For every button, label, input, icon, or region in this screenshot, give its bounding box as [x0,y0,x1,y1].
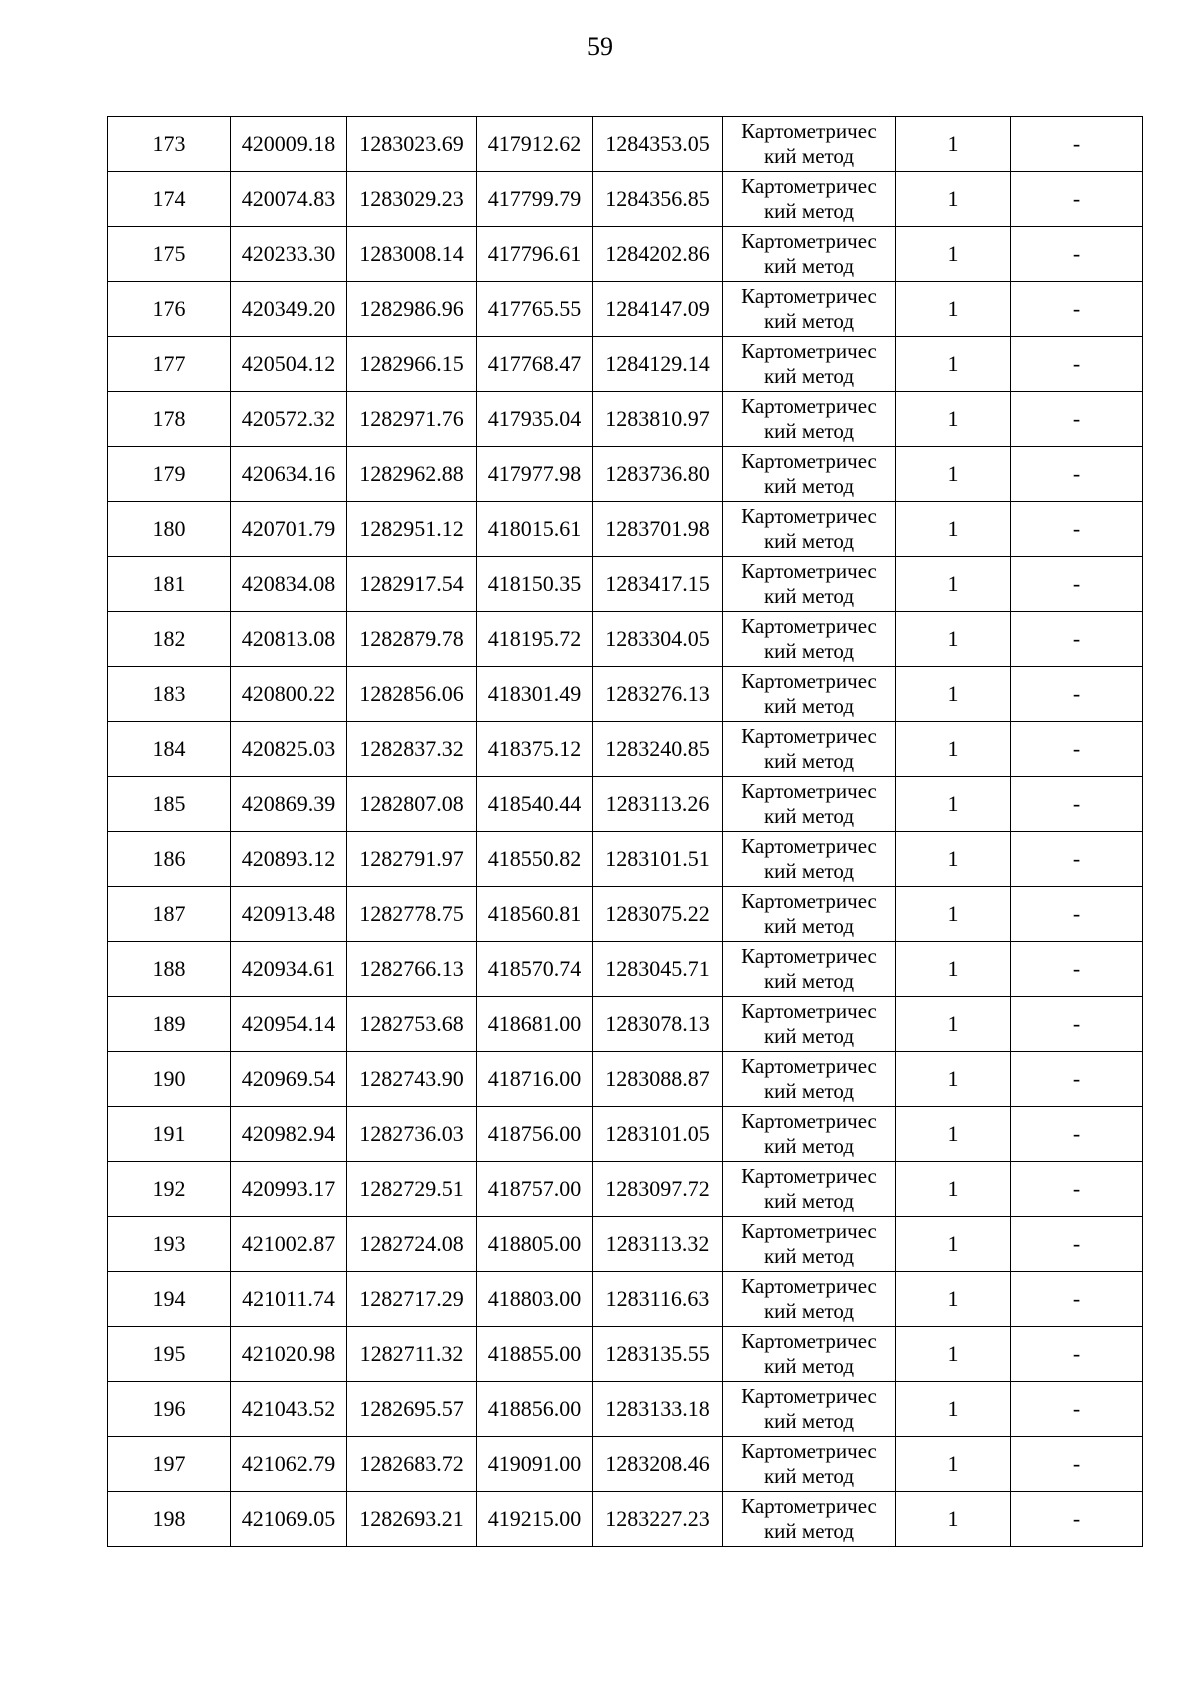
y-refined-cell: 1283736.80 [593,447,723,502]
method-line-2: кий метод [763,1354,855,1378]
table-row [108,942,1143,997]
point-number-cell: 185 [108,777,231,832]
y-refined-cell: 1284147.09 [593,282,723,337]
method-cell [723,722,896,777]
y-existing-cell: 1283029.23 [347,172,477,227]
note-cell: - [1011,392,1143,447]
x-refined-cell: 417768.47 [477,337,593,392]
accuracy-cell: 1 [896,832,1011,887]
method-cell [723,1052,896,1107]
method-line-1: Картометричес [741,999,877,1023]
method-line-1: Картометричес [741,834,877,858]
point-number-cell: 193 [108,1217,231,1272]
table-row [108,1382,1143,1437]
y-refined-cell: 1283097.72 [593,1162,723,1217]
method-line-1: Картометричес [741,449,877,473]
method-line-2: кий метод [763,584,855,608]
x-existing-cell: 420893.12 [231,832,347,887]
method-line-2: кий метод [763,1464,855,1488]
page-number: 59 [587,32,613,61]
x-existing-cell: 421043.52 [231,1382,347,1437]
point-number-cell: 194 [108,1272,231,1327]
note-cell: - [1011,447,1143,502]
y-refined-cell: 1284202.86 [593,227,723,282]
y-refined-cell: 1283075.22 [593,887,723,942]
table-row [108,1327,1143,1382]
y-existing-cell: 1282951.12 [347,502,477,557]
table-row [108,667,1143,722]
accuracy-cell: 1 [896,1272,1011,1327]
x-existing-cell: 420825.03 [231,722,347,777]
note-cell: - [1011,777,1143,832]
method-line-2: кий метод [763,914,855,938]
x-refined-cell: 417977.98 [477,447,593,502]
x-existing-cell: 420634.16 [231,447,347,502]
method-cell [723,172,896,227]
table-row [108,722,1143,777]
method-cell [723,282,896,337]
point-number-cell: 187 [108,887,231,942]
method-line-2: кий метод [763,1299,855,1323]
method-line-1: Картометричес [741,889,877,913]
method-line-2: кий метод [763,199,855,223]
y-existing-cell: 1282695.57 [347,1382,477,1437]
x-existing-cell: 420982.94 [231,1107,347,1162]
point-number-cell: 178 [108,392,231,447]
method-line-2: кий метод [763,364,855,388]
method-cell [723,887,896,942]
note-cell: - [1011,942,1143,997]
point-number-cell: 179 [108,447,231,502]
x-refined-cell: 417796.61 [477,227,593,282]
x-refined-cell: 418716.00 [477,1052,593,1107]
x-existing-cell: 420233.30 [231,227,347,282]
table-row [108,997,1143,1052]
note-cell: - [1011,337,1143,392]
accuracy-cell: 1 [896,1382,1011,1437]
x-refined-cell: 418855.00 [477,1327,593,1382]
method-cell [723,1492,896,1547]
method-line-2: кий метод [763,749,855,773]
y-refined-cell: 1283045.71 [593,942,723,997]
point-number-cell: 198 [108,1492,231,1547]
note-cell: - [1011,502,1143,557]
x-refined-cell: 418803.00 [477,1272,593,1327]
method-line-2: кий метод [763,804,855,828]
note-cell: - [1011,1437,1143,1492]
x-existing-cell: 420800.22 [231,667,347,722]
method-line-1: Картометричес [741,174,877,198]
y-existing-cell: 1283008.14 [347,227,477,282]
point-number-cell: 177 [108,337,231,392]
method-line-1: Картометричес [741,1109,877,1133]
note-cell: - [1011,1382,1143,1437]
x-refined-cell: 418681.00 [477,997,593,1052]
note-cell: - [1011,117,1143,172]
y-existing-cell: 1282729.51 [347,1162,477,1217]
accuracy-cell: 1 [896,337,1011,392]
method-line-2: кий метод [763,529,855,553]
y-existing-cell: 1282766.13 [347,942,477,997]
x-refined-cell: 417799.79 [477,172,593,227]
point-number-cell: 195 [108,1327,231,1382]
y-refined-cell: 1283116.63 [593,1272,723,1327]
table-row [108,1217,1143,1272]
method-cell [723,227,896,282]
table-row [108,1162,1143,1217]
method-line-2: кий метод [763,144,855,168]
x-refined-cell: 418150.35 [477,557,593,612]
y-refined-cell: 1283208.46 [593,1437,723,1492]
point-number-cell: 186 [108,832,231,887]
method-line-1: Картометричес [741,284,877,308]
y-existing-cell: 1282711.32 [347,1327,477,1382]
y-refined-cell: 1283078.13 [593,997,723,1052]
method-cell [723,1162,896,1217]
accuracy-cell: 1 [896,502,1011,557]
note-cell: - [1011,832,1143,887]
accuracy-cell: 1 [896,1162,1011,1217]
note-cell: - [1011,172,1143,227]
point-number-cell: 176 [108,282,231,337]
coordinates-table [107,116,1143,1547]
method-line-1: Картометричес [741,779,877,803]
y-existing-cell: 1282837.32 [347,722,477,777]
x-existing-cell: 421011.74 [231,1272,347,1327]
method-cell [723,667,896,722]
x-refined-cell: 417912.62 [477,117,593,172]
note-cell: - [1011,1162,1143,1217]
note-cell: - [1011,887,1143,942]
method-line-2: кий метод [763,1079,855,1103]
method-cell [723,942,896,997]
x-existing-cell: 420074.83 [231,172,347,227]
method-cell [723,447,896,502]
x-existing-cell: 421020.98 [231,1327,347,1382]
x-existing-cell: 420009.18 [231,117,347,172]
method-line-1: Картометричес [741,1219,877,1243]
accuracy-cell: 1 [896,997,1011,1052]
x-existing-cell: 420913.48 [231,887,347,942]
method-cell [723,1217,896,1272]
table-row [108,392,1143,447]
method-line-1: Картометричес [741,944,877,968]
table-row [108,612,1143,667]
y-existing-cell: 1282683.72 [347,1437,477,1492]
y-refined-cell: 1283101.05 [593,1107,723,1162]
note-cell: - [1011,722,1143,777]
x-refined-cell: 418015.61 [477,502,593,557]
table-row [108,1052,1143,1107]
y-existing-cell: 1282966.15 [347,337,477,392]
x-refined-cell: 419215.00 [477,1492,593,1547]
method-line-2: кий метод [763,309,855,333]
y-existing-cell: 1282743.90 [347,1052,477,1107]
note-cell: - [1011,1272,1143,1327]
method-line-1: Картометричес [741,1439,877,1463]
method-line-1: Картометричес [741,1494,877,1518]
y-refined-cell: 1283304.05 [593,612,723,667]
x-refined-cell: 418756.00 [477,1107,593,1162]
method-line-2: кий метод [763,1024,855,1048]
method-line-1: Картометричес [741,504,877,528]
method-line-1: Картометричес [741,669,877,693]
method-cell [723,1382,896,1437]
point-number-cell: 173 [108,117,231,172]
y-existing-cell: 1282856.06 [347,667,477,722]
y-refined-cell: 1283810.97 [593,392,723,447]
note-cell: - [1011,557,1143,612]
table-row [108,1107,1143,1162]
y-refined-cell: 1283113.32 [593,1217,723,1272]
accuracy-cell: 1 [896,777,1011,832]
note-cell: - [1011,1217,1143,1272]
x-refined-cell: 418805.00 [477,1217,593,1272]
accuracy-cell: 1 [896,392,1011,447]
note-cell: - [1011,1327,1143,1382]
point-number-cell: 189 [108,997,231,1052]
x-refined-cell: 418757.00 [477,1162,593,1217]
table-row [108,447,1143,502]
method-line-2: кий метод [763,694,855,718]
method-cell [723,557,896,612]
accuracy-cell: 1 [896,887,1011,942]
method-line-2: кий метод [763,474,855,498]
accuracy-cell: 1 [896,1437,1011,1492]
method-line-1: Картометричес [741,1164,877,1188]
point-number-cell: 191 [108,1107,231,1162]
method-cell [723,1272,896,1327]
y-existing-cell: 1282879.78 [347,612,477,667]
note-cell: - [1011,997,1143,1052]
method-line-1: Картометричес [741,724,877,748]
note-cell: - [1011,282,1143,337]
x-refined-cell: 418301.49 [477,667,593,722]
accuracy-cell: 1 [896,667,1011,722]
y-refined-cell: 1283240.85 [593,722,723,777]
method-cell [723,502,896,557]
method-cell [723,1437,896,1492]
method-line-2: кий метод [763,254,855,278]
method-cell [723,392,896,447]
x-existing-cell: 420701.79 [231,502,347,557]
y-refined-cell: 1283417.15 [593,557,723,612]
x-refined-cell: 418550.82 [477,832,593,887]
y-existing-cell: 1282778.75 [347,887,477,942]
method-cell [723,832,896,887]
method-cell [723,612,896,667]
y-existing-cell: 1282962.88 [347,447,477,502]
y-refined-cell: 1283701.98 [593,502,723,557]
method-line-1: Картометричес [741,1054,877,1078]
y-existing-cell: 1282791.97 [347,832,477,887]
method-line-1: Картометричес [741,394,877,418]
y-existing-cell: 1282736.03 [347,1107,477,1162]
method-line-1: Картометричес [741,614,877,638]
method-line-1: Картометричес [741,1274,877,1298]
y-refined-cell: 1283135.55 [593,1327,723,1382]
point-number-cell: 184 [108,722,231,777]
point-number-cell: 174 [108,172,231,227]
method-line-2: кий метод [763,1519,855,1543]
y-refined-cell: 1283276.13 [593,667,723,722]
x-existing-cell: 421069.05 [231,1492,347,1547]
method-line-1: Картометричес [741,559,877,583]
table-row [108,1437,1143,1492]
accuracy-cell: 1 [896,942,1011,997]
x-refined-cell: 418375.12 [477,722,593,777]
y-existing-cell: 1282807.08 [347,777,477,832]
y-refined-cell: 1284353.05 [593,117,723,172]
point-number-cell: 175 [108,227,231,282]
point-number-cell: 196 [108,1382,231,1437]
x-existing-cell: 420869.39 [231,777,347,832]
accuracy-cell: 1 [896,172,1011,227]
note-cell: - [1011,1107,1143,1162]
x-refined-cell: 418570.74 [477,942,593,997]
point-number-cell: 180 [108,502,231,557]
accuracy-cell: 1 [896,722,1011,777]
method-line-2: кий метод [763,419,855,443]
method-cell [723,997,896,1052]
accuracy-cell: 1 [896,1327,1011,1382]
y-existing-cell: 1282753.68 [347,997,477,1052]
x-refined-cell: 419091.00 [477,1437,593,1492]
x-refined-cell: 418856.00 [477,1382,593,1437]
method-line-1: Картометричес [741,1384,877,1408]
x-existing-cell: 421002.87 [231,1217,347,1272]
x-existing-cell: 420813.08 [231,612,347,667]
note-cell: - [1011,1492,1143,1547]
table-body [108,117,1143,1547]
method-line-2: кий метод [763,969,855,993]
table-row [108,832,1143,887]
method-line-2: кий метод [763,1134,855,1158]
table-row [108,117,1143,172]
y-existing-cell: 1282693.21 [347,1492,477,1547]
table-row [108,282,1143,337]
accuracy-cell: 1 [896,557,1011,612]
y-refined-cell: 1283088.87 [593,1052,723,1107]
method-cell [723,777,896,832]
x-refined-cell: 417935.04 [477,392,593,447]
method-line-2: кий метод [763,639,855,663]
table-row [108,1492,1143,1547]
point-number-cell: 192 [108,1162,231,1217]
y-refined-cell: 1283101.51 [593,832,723,887]
y-refined-cell: 1284129.14 [593,337,723,392]
method-line-2: кий метод [763,1409,855,1433]
method-line-1: Картометричес [741,229,877,253]
accuracy-cell: 1 [896,1107,1011,1162]
point-number-cell: 181 [108,557,231,612]
method-cell [723,337,896,392]
accuracy-cell: 1 [896,282,1011,337]
x-existing-cell: 420504.12 [231,337,347,392]
note-cell: - [1011,667,1143,722]
accuracy-cell: 1 [896,1217,1011,1272]
accuracy-cell: 1 [896,117,1011,172]
table-row [108,557,1143,612]
x-existing-cell: 420954.14 [231,997,347,1052]
y-existing-cell: 1283023.69 [347,117,477,172]
x-refined-cell: 418540.44 [477,777,593,832]
y-existing-cell: 1282971.76 [347,392,477,447]
x-existing-cell: 420969.54 [231,1052,347,1107]
method-line-2: кий метод [763,1189,855,1213]
note-cell: - [1011,1052,1143,1107]
table-row [108,1272,1143,1327]
table-row [108,502,1143,557]
y-refined-cell: 1283113.26 [593,777,723,832]
point-number-cell: 190 [108,1052,231,1107]
method-line-2: кий метод [763,1244,855,1268]
method-line-1: Картометричес [741,1329,877,1353]
x-refined-cell: 418560.81 [477,887,593,942]
table-row [108,887,1143,942]
method-line-1: Картометричес [741,339,877,363]
accuracy-cell: 1 [896,447,1011,502]
point-number-cell: 183 [108,667,231,722]
method-cell [723,117,896,172]
table-row [108,777,1143,832]
note-cell: - [1011,227,1143,282]
method-line-1: Картометричес [741,119,877,143]
y-existing-cell: 1282917.54 [347,557,477,612]
y-refined-cell: 1283133.18 [593,1382,723,1437]
accuracy-cell: 1 [896,612,1011,667]
y-refined-cell: 1284356.85 [593,172,723,227]
y-existing-cell: 1282717.29 [347,1272,477,1327]
x-existing-cell: 420834.08 [231,557,347,612]
y-existing-cell: 1282986.96 [347,282,477,337]
table-row [108,227,1143,282]
accuracy-cell: 1 [896,227,1011,282]
point-number-cell: 188 [108,942,231,997]
accuracy-cell: 1 [896,1492,1011,1547]
note-cell: - [1011,612,1143,667]
x-existing-cell: 420993.17 [231,1162,347,1217]
table-row [108,172,1143,227]
point-number-cell: 182 [108,612,231,667]
point-number-cell: 197 [108,1437,231,1492]
x-existing-cell: 420349.20 [231,282,347,337]
table-row [108,337,1143,392]
x-existing-cell: 420572.32 [231,392,347,447]
method-line-2: кий метод [763,859,855,883]
method-cell [723,1327,896,1382]
x-existing-cell: 420934.61 [231,942,347,997]
y-refined-cell: 1283227.23 [593,1492,723,1547]
x-existing-cell: 421062.79 [231,1437,347,1492]
method-cell [723,1107,896,1162]
x-refined-cell: 417765.55 [477,282,593,337]
y-existing-cell: 1282724.08 [347,1217,477,1272]
x-refined-cell: 418195.72 [477,612,593,667]
accuracy-cell: 1 [896,1052,1011,1107]
